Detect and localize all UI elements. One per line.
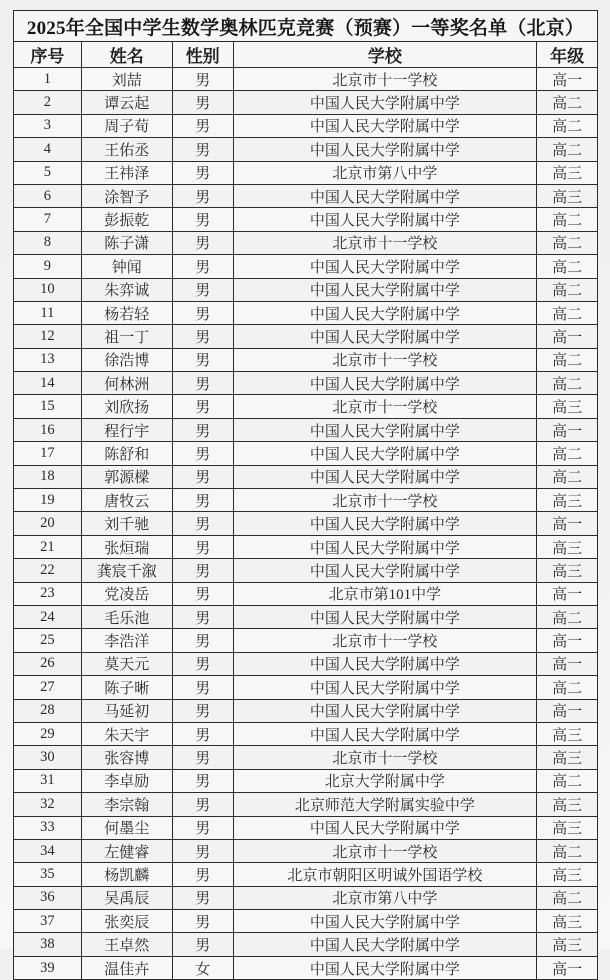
cell-name: 祖一丁 bbox=[81, 325, 172, 348]
col-header-index: 序号 bbox=[14, 42, 82, 68]
cell-gender: 男 bbox=[172, 699, 233, 722]
cell-grade: 高三 bbox=[537, 161, 598, 184]
cell-index: 4 bbox=[14, 138, 82, 161]
cell-grade: 高二 bbox=[537, 769, 598, 792]
cell-school: 中国人民大学附属中学 bbox=[233, 512, 537, 535]
cell-gender: 男 bbox=[172, 886, 233, 909]
cell-index: 34 bbox=[14, 839, 82, 862]
table-row bbox=[14, 582, 598, 605]
cell-school: 中国人民大学附属中学 bbox=[233, 91, 537, 114]
cell-name: 彭振乾 bbox=[81, 208, 172, 231]
cell-index: 1 bbox=[14, 68, 82, 91]
cell-school: 中国人民大学附属中学 bbox=[233, 933, 537, 956]
cell-gender: 男 bbox=[172, 559, 233, 582]
cell-school: 北京市十一学校 bbox=[233, 348, 537, 371]
cell-school: 中国人民大学附属中学 bbox=[233, 535, 537, 558]
cell-school: 中国人民大学附属中学 bbox=[233, 325, 537, 348]
table-body bbox=[14, 68, 598, 980]
cell-index: 30 bbox=[14, 746, 82, 769]
cell-name: 朱弈诚 bbox=[81, 278, 172, 301]
cell-gender: 男 bbox=[172, 489, 233, 512]
cell-gender: 男 bbox=[172, 605, 233, 628]
cell-name: 何墨尘 bbox=[81, 816, 172, 839]
cell-grade: 高一 bbox=[537, 582, 598, 605]
cell-index: 23 bbox=[14, 582, 82, 605]
cell-grade: 高二 bbox=[537, 114, 598, 137]
cell-gender: 男 bbox=[172, 769, 233, 792]
cell-school: 中国人民大学附属中学 bbox=[233, 722, 537, 745]
cell-name: 杨若轻 bbox=[81, 301, 172, 324]
cell-name: 张容博 bbox=[81, 746, 172, 769]
cell-gender: 女 bbox=[172, 956, 233, 979]
cell-grade: 高三 bbox=[537, 910, 598, 933]
cell-school: 北京市第八中学 bbox=[233, 161, 537, 184]
cell-grade: 高二 bbox=[537, 138, 598, 161]
cell-grade: 高一 bbox=[537, 512, 598, 535]
cell-index: 27 bbox=[14, 676, 82, 699]
table-row bbox=[14, 489, 598, 512]
cell-school: 北京市十一学校 bbox=[233, 629, 537, 652]
table-row bbox=[14, 442, 598, 465]
cell-gender: 男 bbox=[172, 629, 233, 652]
cell-name: 温佳卉 bbox=[81, 956, 172, 979]
cell-grade: 高一 bbox=[537, 325, 598, 348]
table-row bbox=[14, 138, 598, 161]
cell-name: 王卓然 bbox=[81, 933, 172, 956]
table-row bbox=[14, 652, 598, 675]
cell-gender: 男 bbox=[172, 418, 233, 441]
cell-grade: 高三 bbox=[537, 489, 598, 512]
cell-grade: 高二 bbox=[537, 91, 598, 114]
cell-grade: 高二 bbox=[537, 372, 598, 395]
cell-gender: 男 bbox=[172, 395, 233, 418]
cell-index: 22 bbox=[14, 559, 82, 582]
cell-name: 朱天宇 bbox=[81, 722, 172, 745]
cell-gender: 男 bbox=[172, 722, 233, 745]
cell-name: 钟闻 bbox=[81, 255, 172, 278]
table-row bbox=[14, 605, 598, 628]
cell-grade: 高二 bbox=[537, 278, 598, 301]
cell-name: 谭云起 bbox=[81, 91, 172, 114]
cell-index: 36 bbox=[14, 886, 82, 909]
table-row bbox=[14, 863, 598, 886]
cell-grade: 高三 bbox=[537, 722, 598, 745]
cell-gender: 男 bbox=[172, 278, 233, 301]
cell-gender: 男 bbox=[172, 512, 233, 535]
table-row bbox=[14, 839, 598, 862]
cell-school: 北京大学附属中学 bbox=[233, 769, 537, 792]
cell-name: 李浩洋 bbox=[81, 629, 172, 652]
cell-index: 14 bbox=[14, 372, 82, 395]
cell-name: 莫天元 bbox=[81, 652, 172, 675]
cell-grade: 高二 bbox=[537, 605, 598, 628]
table-row bbox=[14, 208, 598, 231]
cell-index: 5 bbox=[14, 161, 82, 184]
cell-gender: 男 bbox=[172, 582, 233, 605]
cell-name: 涂智予 bbox=[81, 184, 172, 207]
cell-gender: 男 bbox=[172, 68, 233, 91]
cell-grade: 高三 bbox=[537, 746, 598, 769]
table-row bbox=[14, 793, 598, 816]
cell-grade: 高二 bbox=[537, 839, 598, 862]
col-header-grade: 年级 bbox=[537, 42, 598, 68]
table-row bbox=[14, 348, 598, 371]
cell-grade: 高三 bbox=[537, 793, 598, 816]
cell-gender: 男 bbox=[172, 161, 233, 184]
table-row bbox=[14, 418, 598, 441]
cell-index: 31 bbox=[14, 769, 82, 792]
table-row bbox=[14, 886, 598, 909]
table-row bbox=[14, 184, 598, 207]
cell-school: 北京市朝阳区明诚外国语学校 bbox=[233, 863, 537, 886]
cell-index: 37 bbox=[14, 910, 82, 933]
cell-index: 26 bbox=[14, 652, 82, 675]
table-row bbox=[14, 465, 598, 488]
cell-school: 北京市十一学校 bbox=[233, 746, 537, 769]
cell-school: 中国人民大学附属中学 bbox=[233, 442, 537, 465]
table-row bbox=[14, 746, 598, 769]
cell-name: 党凌岳 bbox=[81, 582, 172, 605]
table-row bbox=[14, 161, 598, 184]
cell-index: 8 bbox=[14, 231, 82, 254]
cell-name: 马延初 bbox=[81, 699, 172, 722]
cell-index: 21 bbox=[14, 535, 82, 558]
table-row bbox=[14, 91, 598, 114]
cell-school: 北京市十一学校 bbox=[233, 231, 537, 254]
cell-index: 2 bbox=[14, 91, 82, 114]
cell-name: 何林洲 bbox=[81, 372, 172, 395]
cell-index: 19 bbox=[14, 489, 82, 512]
cell-name: 刘喆 bbox=[81, 68, 172, 91]
cell-gender: 男 bbox=[172, 465, 233, 488]
table-row bbox=[14, 629, 598, 652]
cell-grade: 高三 bbox=[537, 184, 598, 207]
cell-index: 35 bbox=[14, 863, 82, 886]
cell-grade: 高一 bbox=[537, 418, 598, 441]
cell-gender: 男 bbox=[172, 231, 233, 254]
cell-index: 13 bbox=[14, 348, 82, 371]
cell-school: 中国人民大学附属中学 bbox=[233, 301, 537, 324]
cell-name: 唐牧云 bbox=[81, 489, 172, 512]
cell-grade: 高二 bbox=[537, 301, 598, 324]
table-row bbox=[14, 722, 598, 745]
table-row bbox=[14, 114, 598, 137]
cell-gender: 男 bbox=[172, 255, 233, 278]
cell-name: 李宗翰 bbox=[81, 793, 172, 816]
cell-gender: 男 bbox=[172, 863, 233, 886]
cell-index: 12 bbox=[14, 325, 82, 348]
cell-gender: 男 bbox=[172, 933, 233, 956]
cell-school: 中国人民大学附属中学 bbox=[233, 956, 537, 979]
table-row bbox=[14, 325, 598, 348]
cell-gender: 男 bbox=[172, 372, 233, 395]
cell-gender: 男 bbox=[172, 652, 233, 675]
cell-index: 25 bbox=[14, 629, 82, 652]
table-row bbox=[14, 699, 598, 722]
cell-grade: 高二 bbox=[537, 465, 598, 488]
table-row bbox=[14, 535, 598, 558]
cell-grade: 高一 bbox=[537, 68, 598, 91]
cell-school: 中国人民大学附属中学 bbox=[233, 255, 537, 278]
cell-school: 中国人民大学附属中学 bbox=[233, 910, 537, 933]
cell-grade: 高二 bbox=[537, 208, 598, 231]
cell-gender: 男 bbox=[172, 325, 233, 348]
cell-name: 李卓励 bbox=[81, 769, 172, 792]
table-row bbox=[14, 676, 598, 699]
cell-index: 6 bbox=[14, 184, 82, 207]
cell-gender: 男 bbox=[172, 910, 233, 933]
cell-school: 中国人民大学附属中学 bbox=[233, 114, 537, 137]
cell-school: 中国人民大学附属中学 bbox=[233, 184, 537, 207]
table-row bbox=[14, 769, 598, 792]
cell-grade: 高三 bbox=[537, 816, 598, 839]
cell-school: 中国人民大学附属中学 bbox=[233, 278, 537, 301]
table-row bbox=[14, 933, 598, 956]
table-row bbox=[14, 956, 598, 979]
cell-grade: 高一 bbox=[537, 652, 598, 675]
cell-name: 毛乐池 bbox=[81, 605, 172, 628]
table-row bbox=[14, 255, 598, 278]
cell-school: 北京市十一学校 bbox=[233, 839, 537, 862]
table-row bbox=[14, 559, 598, 582]
table-row bbox=[14, 278, 598, 301]
cell-name: 张奕辰 bbox=[81, 910, 172, 933]
cell-school: 中国人民大学附属中学 bbox=[233, 676, 537, 699]
table-title: 2025年全国中学生数学奥林匹克竞赛（预赛）一等奖名单（北京） bbox=[14, 11, 598, 42]
cell-name: 郭源樑 bbox=[81, 465, 172, 488]
cell-school: 中国人民大学附属中学 bbox=[233, 652, 537, 675]
cell-name: 吴禹辰 bbox=[81, 886, 172, 909]
cell-gender: 男 bbox=[172, 301, 233, 324]
cell-school: 北京市十一学校 bbox=[233, 489, 537, 512]
table-row bbox=[14, 231, 598, 254]
cell-grade: 高二 bbox=[537, 255, 598, 278]
cell-school: 中国人民大学附属中学 bbox=[233, 418, 537, 441]
cell-index: 16 bbox=[14, 418, 82, 441]
cell-school: 北京师范大学附属实验中学 bbox=[233, 793, 537, 816]
cell-index: 11 bbox=[14, 301, 82, 324]
table-row bbox=[14, 816, 598, 839]
cell-index: 17 bbox=[14, 442, 82, 465]
cell-name: 王祎泽 bbox=[81, 161, 172, 184]
cell-school: 中国人民大学附属中学 bbox=[233, 372, 537, 395]
cell-gender: 男 bbox=[172, 535, 233, 558]
cell-name: 陈子晰 bbox=[81, 676, 172, 699]
cell-index: 28 bbox=[14, 699, 82, 722]
cell-school: 北京市十一学校 bbox=[233, 395, 537, 418]
cell-grade: 高一 bbox=[537, 956, 598, 979]
col-header-school: 学校 bbox=[233, 42, 537, 68]
cell-grade: 高二 bbox=[537, 348, 598, 371]
cell-grade: 高三 bbox=[537, 395, 598, 418]
cell-index: 33 bbox=[14, 816, 82, 839]
cell-gender: 男 bbox=[172, 746, 233, 769]
cell-gender: 男 bbox=[172, 114, 233, 137]
cell-name: 刘千驰 bbox=[81, 512, 172, 535]
cell-gender: 男 bbox=[172, 208, 233, 231]
cell-name: 王佑丞 bbox=[81, 138, 172, 161]
table-row bbox=[14, 395, 598, 418]
cell-gender: 男 bbox=[172, 91, 233, 114]
cell-school: 中国人民大学附属中学 bbox=[233, 559, 537, 582]
cell-name: 陈子潇 bbox=[81, 231, 172, 254]
cell-grade: 高一 bbox=[537, 699, 598, 722]
table-row bbox=[14, 301, 598, 324]
cell-index: 10 bbox=[14, 278, 82, 301]
cell-gender: 男 bbox=[172, 839, 233, 862]
cell-school: 北京市十一学校 bbox=[233, 68, 537, 91]
cell-gender: 男 bbox=[172, 442, 233, 465]
cell-school: 中国人民大学附属中学 bbox=[233, 465, 537, 488]
cell-school: 中国人民大学附属中学 bbox=[233, 699, 537, 722]
cell-index: 24 bbox=[14, 605, 82, 628]
cell-grade: 高一 bbox=[537, 629, 598, 652]
cell-grade: 高三 bbox=[537, 559, 598, 582]
table-row bbox=[14, 512, 598, 535]
cell-name: 刘欣扬 bbox=[81, 395, 172, 418]
cell-grade: 高三 bbox=[537, 535, 598, 558]
cell-school: 北京市第八中学 bbox=[233, 886, 537, 909]
cell-name: 程行宇 bbox=[81, 418, 172, 441]
cell-index: 7 bbox=[14, 208, 82, 231]
cell-school: 中国人民大学附属中学 bbox=[233, 208, 537, 231]
cell-index: 32 bbox=[14, 793, 82, 816]
cell-index: 18 bbox=[14, 465, 82, 488]
cell-gender: 男 bbox=[172, 676, 233, 699]
cell-gender: 男 bbox=[172, 348, 233, 371]
col-header-name: 姓名 bbox=[81, 42, 172, 68]
cell-school: 中国人民大学附属中学 bbox=[233, 138, 537, 161]
cell-gender: 男 bbox=[172, 816, 233, 839]
cell-name: 龚宸千溆 bbox=[81, 559, 172, 582]
table-row bbox=[14, 910, 598, 933]
cell-grade: 高二 bbox=[537, 231, 598, 254]
cell-school: 中国人民大学附属中学 bbox=[233, 605, 537, 628]
cell-name: 左健睿 bbox=[81, 839, 172, 862]
cell-name: 杨凯麟 bbox=[81, 863, 172, 886]
title-row bbox=[14, 11, 598, 42]
cell-index: 29 bbox=[14, 722, 82, 745]
cell-grade: 高二 bbox=[537, 676, 598, 699]
header-row bbox=[14, 42, 598, 68]
cell-grade: 高二 bbox=[537, 886, 598, 909]
col-header-gender: 性别 bbox=[172, 42, 233, 68]
cell-name: 徐浩博 bbox=[81, 348, 172, 371]
cell-index: 9 bbox=[14, 255, 82, 278]
cell-index: 3 bbox=[14, 114, 82, 137]
cell-index: 15 bbox=[14, 395, 82, 418]
cell-name: 周子荀 bbox=[81, 114, 172, 137]
cell-index: 38 bbox=[14, 933, 82, 956]
cell-grade: 高三 bbox=[537, 863, 598, 886]
cell-school: 北京市第101中学 bbox=[233, 582, 537, 605]
table-row bbox=[14, 372, 598, 395]
cell-name: 张烜瑞 bbox=[81, 535, 172, 558]
cell-gender: 男 bbox=[172, 138, 233, 161]
cell-grade: 高二 bbox=[537, 442, 598, 465]
cell-school: 中国人民大学附属中学 bbox=[233, 816, 537, 839]
award-table bbox=[13, 10, 598, 980]
cell-name: 陈舒和 bbox=[81, 442, 172, 465]
cell-index: 20 bbox=[14, 512, 82, 535]
cell-gender: 男 bbox=[172, 793, 233, 816]
cell-gender: 男 bbox=[172, 184, 233, 207]
cell-grade: 高三 bbox=[537, 933, 598, 956]
cell-index: 39 bbox=[14, 956, 82, 979]
table-row bbox=[14, 68, 598, 91]
